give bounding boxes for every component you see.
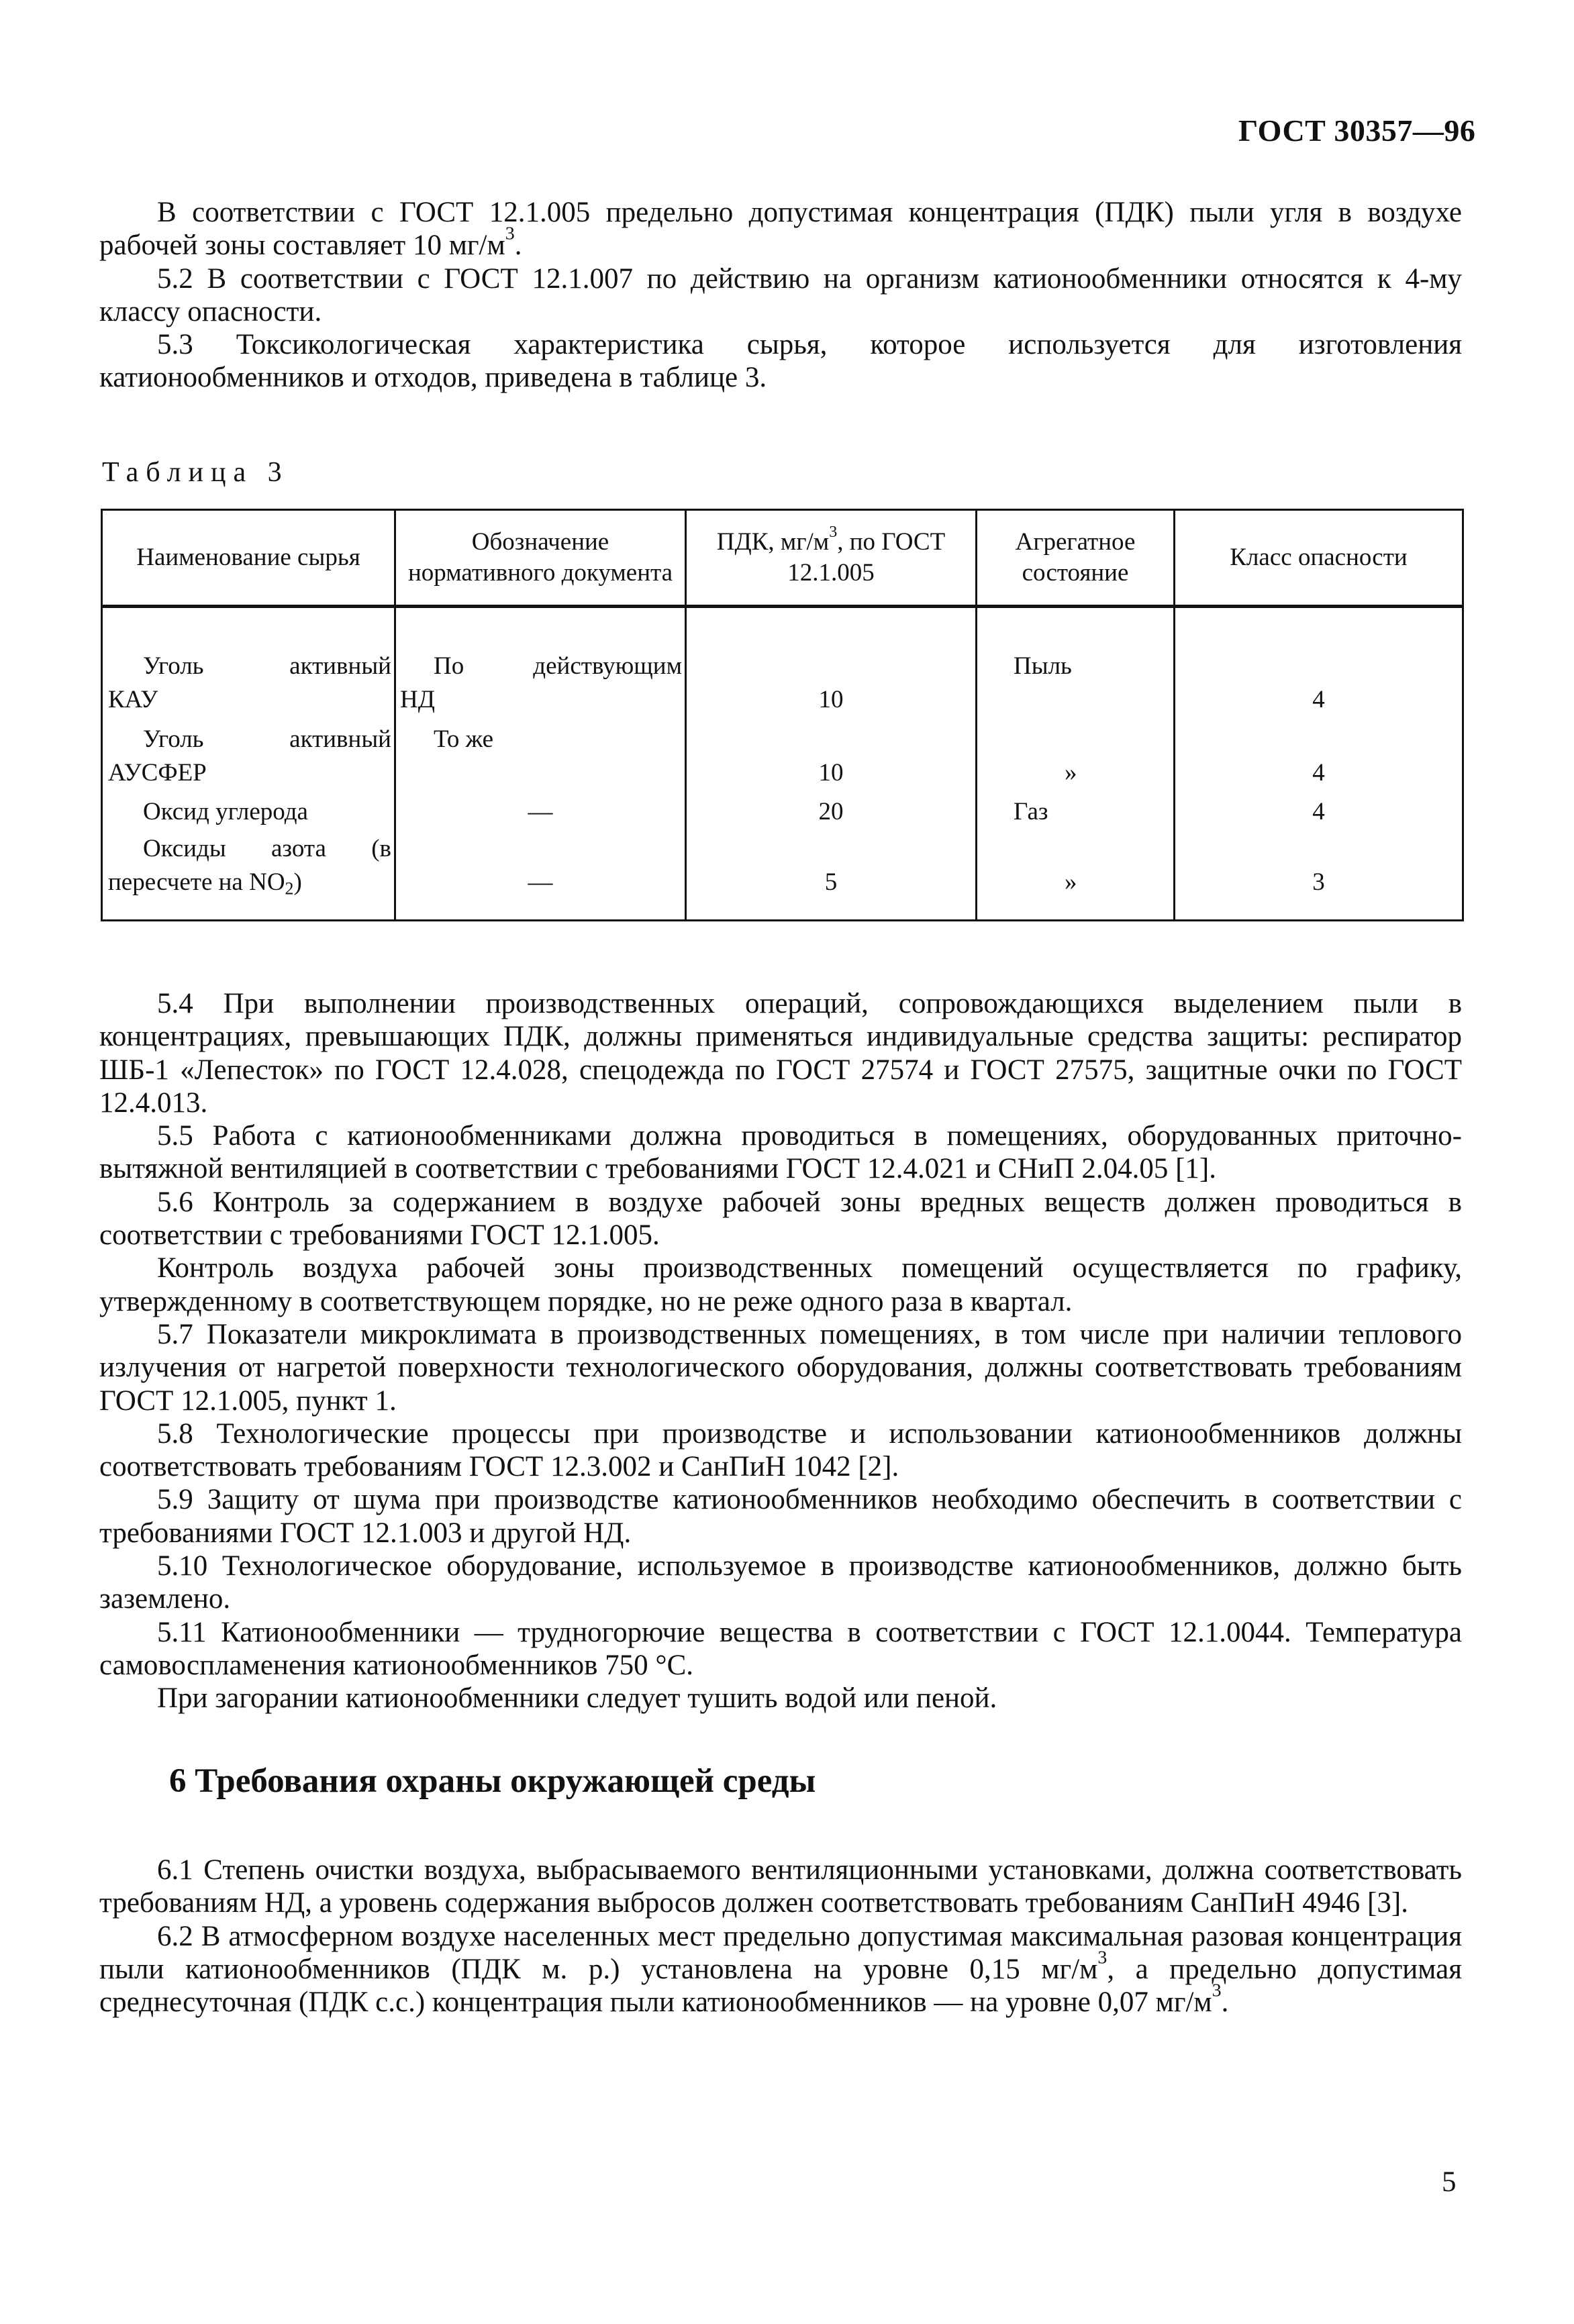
cell-state: Пыль bbox=[977, 650, 1175, 723]
cell-material bbox=[102, 650, 395, 723]
cell-line: Уголь активный bbox=[143, 652, 391, 680]
superscript: 3 bbox=[505, 223, 515, 244]
cell-document bbox=[395, 832, 686, 921]
paragraph-5-9: 5.9 Защиту от шума при производстве катионообменников необходимо обеспечить в соответствии с требованиями ГОСТ 12.1.003 и другой НД. bbox=[99, 1484, 1462, 1549]
paragraph-5-2: 5.2 В соответствии с ГОСТ 12.1.007 по действию на организм катионообменники относятся к 4-му классу опасности. bbox=[99, 262, 1462, 327]
paragraph-pdk-coal bbox=[99, 196, 1462, 262]
table-row bbox=[102, 723, 1463, 796]
cell-document bbox=[395, 723, 686, 796]
cell-line bbox=[108, 866, 391, 899]
paragraph-5-11-fire: При загорании катионообменники следует тушить водой или пеной. bbox=[157, 1682, 997, 1715]
cell-line: АУСФЕР bbox=[108, 758, 207, 787]
cell-material bbox=[102, 795, 395, 831]
cell-material bbox=[102, 723, 395, 796]
cell-class bbox=[1175, 832, 1463, 921]
cell-value: 4 bbox=[1312, 758, 1325, 787]
paragraph-5-4: 5.4 При выполнении производственных операций, сопровождающихся выделением пыли в концентрациях, превышающих ПДК, должны применяться индивидуальные средства защиты: респиратор ШБ-1 «Лепесток» по ГОСТ 12.4.028, спецодежда по ГОСТ 27574 и ГОСТ 27575, защитные очки по ГОСТ 12.4.013. bbox=[99, 988, 1462, 1119]
table-header-row bbox=[102, 510, 1463, 607]
cell-text: ) bbox=[293, 868, 302, 896]
cell-class bbox=[1175, 723, 1463, 796]
cell-value: 4 bbox=[1312, 686, 1325, 713]
cell-pdk bbox=[686, 723, 977, 796]
cell-value: » bbox=[1065, 868, 1077, 896]
column-header-material: Наименование сырья bbox=[102, 510, 395, 607]
section-6-heading: 6 Требования охраны окружающей среды bbox=[169, 1762, 816, 1800]
cell-line: КАУ bbox=[108, 686, 158, 713]
column-header-pdk bbox=[686, 510, 977, 607]
page-number: 5 bbox=[1442, 2166, 1457, 2198]
header-text: , по ГОСТ 12.1.005 bbox=[787, 528, 946, 587]
cell-material bbox=[102, 832, 395, 921]
paragraph-6-2 bbox=[99, 1920, 1462, 2019]
paragraph-text: 6.2 В атмосферном воздухе населенных мест предельно допустимая максимальная разовая концентрация пыли катионообменников (ПДК м. р.) установлена на уровне 0,15 мг/м bbox=[99, 1920, 1462, 1985]
paragraph-5-5: 5.5 Работа с катионообменниками должна проводиться в помещениях, оборудованных приточно-вытяжной вентиляцией в соответствии с требованиями ГОСТ 12.4.021 и СНиП 2.04.05 [1]. bbox=[99, 1120, 1462, 1185]
safety-requirements-section bbox=[99, 987, 1462, 1715]
paragraph-5-10: 5.10 Технологическое оборудование, используемое в производстве катионообменников, должно быть заземлено. bbox=[99, 1550, 1462, 1615]
cell-line: НД bbox=[400, 686, 435, 713]
superscript: 3 bbox=[1097, 1947, 1108, 1968]
cell-document: — bbox=[395, 795, 686, 831]
paragraph-5-6-control: Контроль воздуха рабочей зоны производственных помещений осуществляется по графику, утвержденному в соответствующем порядке, но не реже одного раза в квартал. bbox=[99, 1252, 1462, 1317]
cell-text: пересчете на NO bbox=[108, 868, 285, 896]
cell-value: — bbox=[528, 868, 553, 896]
cell-value: » bbox=[1065, 758, 1077, 787]
table-row bbox=[102, 832, 1463, 921]
table-spacer-row bbox=[102, 607, 1463, 650]
header-text: ПДК, мг/м bbox=[716, 528, 830, 556]
toxicology-table bbox=[101, 509, 1462, 921]
column-header-state: Агрегатное состояние bbox=[977, 510, 1175, 607]
cell-pdk bbox=[686, 650, 977, 723]
paragraph-5-6: 5.6 Контроль за содержанием в воздухе рабочей зоны вредных веществ должен проводиться в соответствии с требованиями ГОСТ 12.1.005. bbox=[99, 1186, 1462, 1252]
table-row bbox=[102, 795, 1463, 831]
cell-value: 3 bbox=[1312, 868, 1325, 896]
table-caption: Таблица 3 bbox=[102, 457, 289, 488]
cell-state bbox=[977, 832, 1175, 921]
cell-line: То же bbox=[434, 725, 494, 753]
paragraph-5-11: 5.11 Катионообменники — трудногорючие вещества в соответствии с ГОСТ 12.1.0044. Температура самовоспламенения катионообменников 750 °С. bbox=[99, 1616, 1462, 1681]
table-row bbox=[102, 650, 1463, 723]
cell-class: 4 bbox=[1175, 795, 1463, 831]
environment-section bbox=[99, 1854, 1462, 2019]
cell-state bbox=[977, 723, 1175, 796]
column-header-document: Обозначение нормативного документа bbox=[395, 510, 686, 607]
cell-line: Оксиды азота (в bbox=[143, 834, 391, 862]
column-header-class: Класс опасности bbox=[1175, 510, 1463, 607]
cell-line: Оксид углерода bbox=[143, 798, 308, 826]
cell-document bbox=[395, 650, 686, 723]
paragraph-5-7: 5.7 Показатели микроклимата в производственных помещениях, в том числе при наличии теплового излучения от нагретой поверхности технологического оборудования, должны соответствовать требованиям ГОСТ 12.1.005, пункт 1. bbox=[99, 1318, 1462, 1417]
paragraph-text: . bbox=[514, 230, 522, 262]
cell-state: Газ bbox=[977, 795, 1175, 831]
cell-pdk: 20 bbox=[686, 795, 977, 831]
superscript: 3 bbox=[1212, 1980, 1222, 2001]
document-code: ГОСТ 30357—96 bbox=[1238, 113, 1476, 148]
cell-pdk bbox=[686, 832, 977, 921]
cell-line: По действующим bbox=[434, 652, 682, 680]
paragraph-text: В соответствии с ГОСТ 12.1.005 предельно допустимая концентрация (ПДК) пыли угля в воздухе рабочей зоны составляет 10 мг/м bbox=[99, 197, 1462, 262]
superscript: 3 bbox=[829, 523, 838, 541]
paragraph-5-8: 5.8 Технологические процессы при производстве и использовании катионообменников должны соответствовать требованиям ГОСТ 12.3.002 и СанПиН 1042 [2]. bbox=[99, 1417, 1462, 1483]
paragraph-text: . bbox=[1221, 1986, 1229, 2019]
cell-value: 5 bbox=[824, 868, 838, 896]
cell-class bbox=[1175, 650, 1463, 723]
subscript: 2 bbox=[285, 878, 294, 898]
cell-value: 10 bbox=[818, 686, 844, 713]
paragraph-6-1: 6.1 Степень очистки воздуха, выбрасываемого вентиляционными установками, должна соответствовать требованиям НД, а уровень содержания выбросов должен соответствовать требованиям СанПиН 4946 [3]. bbox=[99, 1854, 1462, 1919]
cell-value: 10 bbox=[818, 758, 844, 787]
paragraph-text: , а предельно допустимая среднесуточная (ПДК с.с.) концентрация пыли катионообменников — на уровне 0,07 мг/м bbox=[99, 1953, 1462, 2019]
intro-section bbox=[99, 196, 1462, 395]
paragraph-5-3: 5.3 Токсикологическая характеристика сырья, которое используется для изготовления катионообменников и отходов, приведена в таблице 3. bbox=[99, 329, 1462, 394]
cell-line: Уголь активный bbox=[143, 725, 391, 753]
